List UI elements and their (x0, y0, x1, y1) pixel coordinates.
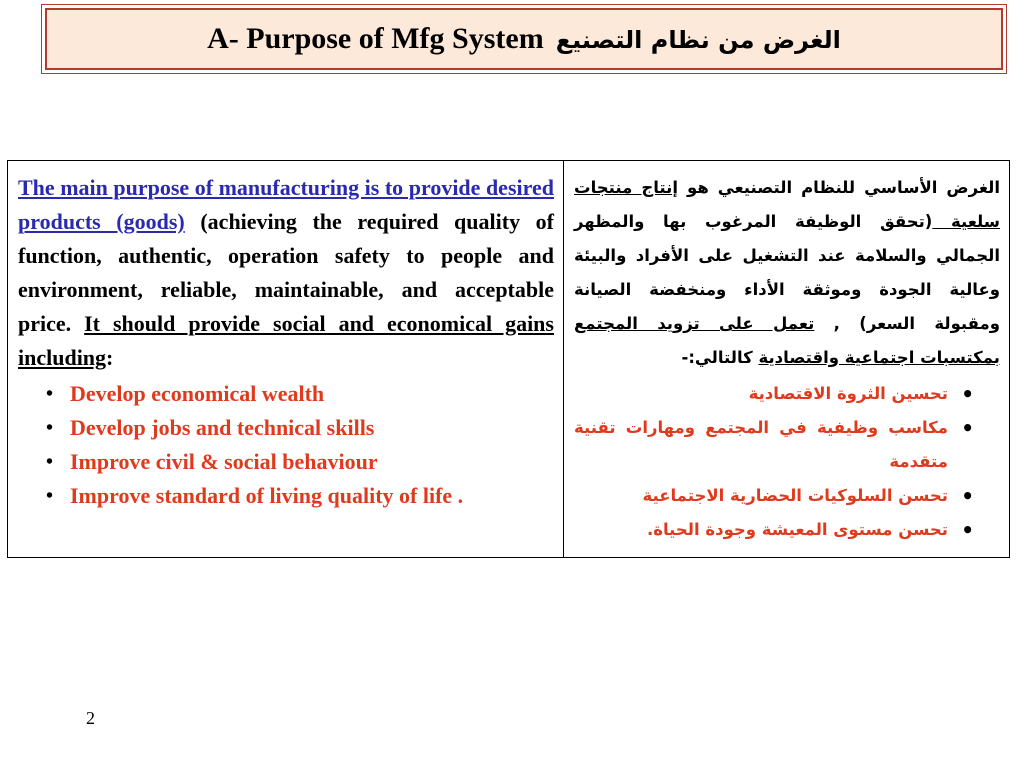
bullet-icon: • (46, 383, 54, 405)
social-gains-text: It should provide social and economical gains including (18, 311, 554, 370)
content-table (7, 160, 1010, 558)
purpose-link[interactable]: The main purpose of manufacturing is to provide desired products (goods) (18, 175, 554, 234)
arabic-paragraph: الغرض الأساسي للنظام التصنيعي هو إنتاج منتجات سلعية (تحقق الوظيفة المرغوب بها والمظهر الجمالي والسلامة عند التشغيل على الأفراد والبيئة وعالية الجودة وموثقة الأداء ومنخفضة الصيانة ومقبولة السعر) , تعمل على تزويد المجتمع بمكتسبات اجتماعية واقتصادية كالتالي:- (574, 178, 1000, 367)
arabic-underlined-2: تعمل على تزويد المجتمع بمكتسبات اجتماعية واقتصادية (574, 314, 1000, 367)
bullet-icon: • (961, 484, 974, 508)
list-item: • Improve standard of living quality of life . (18, 479, 554, 513)
slide-title (207, 24, 841, 54)
slide-title-english: A- Purpose of Mfg System (207, 22, 544, 55)
slide-title-box (45, 8, 1003, 70)
arabic-bullet-list (574, 377, 1000, 547)
bullet-icon: • (961, 416, 974, 440)
purpose-details: (achieving the required quality of function, authentic, operation safety to people and environment, reliable, maintainable, and acceptable price. (18, 209, 554, 336)
slide-title-arabic: الغرض من نظام التصنيع (555, 26, 841, 54)
arabic-underlined-1: إنتاج منتجات سلعية (574, 178, 1000, 231)
bullet-icon: • (46, 451, 54, 473)
arabic-column (564, 161, 1010, 558)
bullet-icon: • (46, 485, 54, 507)
page-number: 2 (86, 708, 95, 728)
list-item: • تحسن السلوكيات الحضارية الاجتماعية (574, 479, 1000, 513)
bullet-icon: • (46, 417, 54, 439)
bullet-icon: • (961, 382, 974, 406)
bullet-icon: • (961, 518, 974, 542)
english-paragraph: The main purpose of manufacturing is to provide desired products (goods) (achieving the required quality of function, authentic, operation safety to people and environment, reliable, maintainable, and acceptable price. It should provide social and economical gains including: (18, 175, 554, 370)
english-bullet-list (18, 377, 554, 513)
english-column (8, 161, 564, 558)
list-item: • تحسن مستوى المعيشة وجودة الحياة. (574, 513, 1000, 547)
list-item: • Develop jobs and technical skills (18, 411, 554, 445)
list-item: • Develop economical wealth (18, 377, 554, 411)
list-item: • تحسين الثروة الاقتصادية (574, 377, 1000, 411)
list-item: • Improve civil & social behaviour (18, 445, 554, 479)
list-item: • مكاسب وظيفية في المجتمع ومهارات تقنية متقدمة (574, 411, 1000, 479)
